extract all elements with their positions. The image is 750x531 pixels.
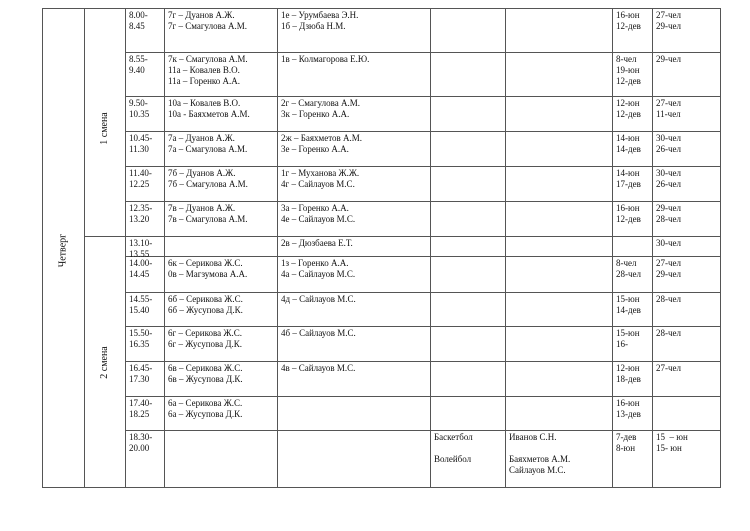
students-cell [616, 203, 641, 225]
students-cell [616, 363, 641, 385]
totals-cell [656, 54, 681, 65]
cell-line: 15 – юн [656, 432, 688, 442]
cell-line: 10а - Баяхметов А.М. [168, 109, 250, 119]
time-cell [129, 398, 152, 420]
cell-line: 20.00 [129, 443, 150, 453]
totals-cell [656, 98, 681, 120]
cell-line: 10.35 [129, 109, 150, 119]
cell-line: 7г – Дуанов А.Ж. [168, 10, 235, 20]
cell-line: 4в – Сайлауов М.С. [281, 363, 356, 373]
primary-class-cell [281, 294, 356, 305]
cell-line: 2в – Дюзбаева Е.Т. [281, 238, 353, 248]
row-divider [125, 166, 720, 167]
cell-line: 7а – Дуанов А.Ж. [168, 133, 235, 143]
time-cell [129, 168, 152, 190]
row-divider [125, 131, 720, 132]
cell-line: Иванов С.Н. [509, 432, 557, 442]
cell-line: 6к – Серикова Ж.С. [168, 258, 243, 268]
cell-line: 11а – Ковалев В.О. [168, 65, 240, 75]
cell-line: 14-юн [616, 168, 640, 178]
primary-class-cell [281, 168, 359, 190]
time-cell [129, 203, 152, 225]
cell-line: 17-дев [616, 179, 641, 189]
day-label: Четверг [57, 233, 69, 267]
time-cell [129, 133, 152, 155]
cell-line: 3е – Горенко А.А. [281, 144, 349, 154]
cell-line: 29-чел [656, 269, 682, 279]
cell-line: 12-юн [616, 363, 640, 373]
cell-line: 7в – Смагулова А.М. [168, 214, 248, 224]
row-divider [125, 430, 720, 431]
column-divider [42, 8, 43, 488]
cell-line: 14.00- [129, 258, 153, 268]
cell-line: 18.25 [129, 409, 150, 419]
cell-line [509, 443, 570, 454]
cell-line: 4д – Сайлауов М.С. [281, 294, 356, 304]
column-divider [277, 8, 278, 488]
cell-line: 4б – Сайлауов М.С. [281, 328, 356, 338]
cell-line: 6г – Серикова Ж.С. [168, 328, 242, 338]
cell-line: 1з – Горенко А.А. [281, 258, 349, 268]
table-border-top [42, 8, 720, 9]
cell-line: 13.10- [129, 238, 153, 248]
cell-line: 14.55- [129, 294, 153, 304]
column-divider [430, 8, 431, 488]
cell-line: 27-чел [656, 10, 682, 20]
totals-cell [656, 294, 681, 305]
class-teacher-cell [168, 294, 243, 316]
students-cell [616, 294, 641, 316]
primary-class-cell [281, 238, 353, 249]
cell-line: 4г – Сайлауов М.С. [281, 179, 355, 189]
time-cell [129, 432, 152, 454]
primary-class-cell [281, 98, 360, 120]
time-cell [129, 98, 149, 120]
cell-line: 14.45 [129, 269, 150, 279]
cell-line [434, 443, 473, 454]
cell-line: 30-чел [656, 168, 682, 178]
column-divider [125, 8, 126, 488]
cell-line: 12.25 [129, 179, 150, 189]
cell-line: 8-чел [616, 258, 637, 268]
time-cell [129, 10, 148, 32]
column-divider [652, 8, 653, 488]
totals-cell [656, 203, 681, 225]
cell-line: 19-юн [616, 65, 640, 75]
cell-line: 7б – Смагулова А.М. [168, 179, 248, 189]
cell-line: 4е – Сайлауов М.С. [281, 214, 356, 224]
cell-line: 8-чел [616, 54, 637, 64]
students-cell [616, 168, 641, 190]
class-teacher-cell [168, 258, 247, 280]
cell-line: 12-дев [616, 109, 641, 119]
cell-line: 6в – Жусупова Д.К. [168, 374, 243, 384]
cell-line: 26-чел [656, 179, 682, 189]
cell-line: 12-юн [616, 98, 640, 108]
cell-line: 14-юн [616, 133, 640, 143]
cell-line: Баяхметов А.М. [509, 454, 571, 464]
totals-cell [656, 168, 681, 190]
cell-line: 2ж – Баяхметов А.М. [281, 133, 363, 143]
students-cell [616, 54, 641, 87]
class-teacher-cell [168, 10, 247, 32]
class-teacher-cell [168, 398, 242, 420]
cell-line: 17.40- [129, 398, 153, 408]
column-divider [720, 8, 721, 488]
cell-line: 16.35 [129, 339, 150, 349]
cell-line: 6в – Серикова Ж.С. [168, 363, 243, 373]
cell-line: 11.40- [129, 168, 152, 178]
primary-class-cell [281, 203, 355, 225]
students-cell [616, 328, 640, 350]
cell-line: 13.20 [129, 214, 150, 224]
students-cell [616, 10, 641, 32]
time-cell [129, 328, 152, 350]
cell-line: 1е – Урумбаева Э.Н. [281, 10, 359, 20]
row-divider [125, 396, 720, 397]
cell-line: 11.30 [129, 144, 149, 154]
cell-line: 6б – Жусупова Д.К. [168, 305, 243, 315]
cell-line: 12-дев [616, 214, 641, 224]
cell-line: 17.30 [129, 374, 150, 384]
shift-divider [84, 236, 720, 237]
cell-line: 13.55 [129, 249, 150, 259]
row-divider [125, 201, 720, 202]
cell-line: 28-чел [656, 328, 682, 338]
column-divider [505, 8, 506, 488]
totals-cell [656, 258, 681, 280]
class-teacher-cell [168, 363, 243, 385]
cell-line: 6б – Серикова Ж.С. [168, 294, 243, 304]
cell-line: 1в – Колмагорова Е.Ю. [281, 54, 370, 64]
cell-line: 1б – Дзюба Н.М. [281, 21, 346, 31]
class-teacher-cell [168, 203, 248, 225]
class-teacher-cell [168, 54, 248, 87]
column-divider [84, 8, 85, 488]
cell-line: 2г – Смагулова А.М. [281, 98, 360, 108]
cell-line: 15.40 [129, 305, 150, 315]
totals-cell [656, 363, 681, 374]
cell-line: 12-дев [616, 21, 641, 31]
primary-class-cell [281, 10, 358, 32]
cell-line: 10.45- [129, 133, 153, 143]
time-cell [129, 294, 152, 316]
time-cell [129, 363, 152, 385]
primary-class-cell [281, 363, 355, 374]
activity-cell [434, 432, 473, 465]
cell-line: 29-чел [656, 203, 682, 213]
coach-cell [509, 432, 570, 476]
cell-line: Сайлауов М.С. [509, 465, 566, 475]
cell-line: 3а – Горенко А.А. [281, 203, 349, 213]
cell-line: 0в – Магзумова А.А. [168, 269, 248, 279]
cell-line: 4а – Сайлауов М.С. [281, 269, 356, 279]
cell-line: 10а – Ковалев В.О. [168, 98, 241, 108]
row-divider [125, 52, 720, 53]
cell-line: 9.50- [129, 98, 148, 108]
cell-line: 12.35- [129, 203, 153, 213]
cell-line: 29-чел [656, 54, 682, 64]
cell-line: 28-чел [656, 214, 682, 224]
row-divider [125, 292, 720, 293]
totals-cell [656, 133, 681, 155]
cell-line: 7в – Дуанов А.Ж. [168, 203, 236, 213]
class-teacher-cell [168, 133, 247, 155]
cell-line: 3к – Горенко А.А. [281, 109, 350, 119]
cell-line: 30-чел [656, 133, 682, 143]
primary-class-cell [281, 328, 356, 339]
primary-class-cell [281, 133, 362, 155]
cell-line: 30-чел [656, 238, 682, 248]
cell-line: 13-дев [616, 409, 641, 419]
cell-line: 6г – Жусупова Д.К. [168, 339, 243, 349]
cell-line: 16-юн [616, 398, 640, 408]
class-teacher-cell [168, 168, 248, 190]
time-cell [129, 258, 152, 280]
cell-line: 16.45- [129, 363, 153, 373]
totals-cell [656, 10, 681, 32]
cell-line: Баскетбол [434, 432, 473, 442]
cell-line: Волейбол [434, 454, 472, 464]
cell-line: 7а – Смагулова А.М. [168, 144, 248, 154]
cell-line: 8-юн [616, 443, 636, 453]
cell-line: 28-чел [656, 294, 682, 304]
primary-class-cell [281, 258, 355, 280]
students-cell [616, 133, 641, 155]
totals-cell [656, 432, 688, 454]
cell-line: 27-чел [656, 258, 682, 268]
cell-line: 28-чел [616, 269, 642, 279]
cell-line: 27-чел [656, 98, 682, 108]
cell-line: 26-чел [656, 144, 682, 154]
cell-line: 15- юн [656, 443, 682, 453]
totals-cell [656, 328, 681, 339]
time-cell [129, 238, 152, 260]
cell-line: 7-дев [616, 432, 637, 442]
cell-line: 7б – Дуанов А.Ж. [168, 168, 236, 178]
cell-line: 9.40 [129, 65, 145, 75]
students-cell [616, 398, 641, 420]
cell-line: 15-юн [616, 294, 640, 304]
time-cell [129, 54, 148, 76]
cell-line: 8.55- [129, 54, 148, 64]
cell-line: 6а – Жусупова Д.К. [168, 409, 243, 419]
row-divider [125, 361, 720, 362]
cell-line: 12-дев [616, 76, 641, 86]
cell-line: 14-дев [616, 305, 641, 315]
cell-line: 27-чел [656, 363, 682, 373]
row-divider [125, 326, 720, 327]
cell-line: 14-дев [616, 144, 641, 154]
cell-line: 18.30- [129, 432, 153, 442]
shift-1-label: 1 смена [98, 111, 110, 145]
row-divider [125, 96, 720, 97]
cell-line: 16- [616, 339, 628, 349]
cell-line: 11а – Горенко А.А. [168, 76, 241, 86]
cell-line: 29-чел [656, 21, 682, 31]
cell-line: 15.50- [129, 328, 153, 338]
cell-line: 16-юн [616, 203, 640, 213]
cell-line: 18-дев [616, 374, 641, 384]
column-divider [612, 8, 613, 488]
students-cell [616, 258, 641, 280]
students-cell [616, 432, 636, 454]
cell-line: 8.45 [129, 21, 145, 31]
cell-line: 7г – Смагулова А.М. [168, 21, 247, 31]
cell-line: 16-юн [616, 10, 640, 20]
row-divider [125, 256, 720, 257]
class-teacher-cell [168, 98, 250, 120]
cell-line: 15-юн [616, 328, 640, 338]
totals-cell [656, 238, 681, 249]
table-border-bottom [42, 487, 720, 488]
students-cell [616, 98, 641, 120]
cell-line: 7к – Смагулова А.М. [168, 54, 248, 64]
shift-2-label: 2 смена [98, 345, 110, 379]
cell-line: 8.00- [129, 10, 148, 20]
cell-line: 1г – Муханова Ж.Ж. [281, 168, 360, 178]
cell-line: 6а – Серикова Ж.С. [168, 398, 243, 408]
primary-class-cell [281, 54, 369, 65]
column-divider [164, 8, 165, 488]
class-teacher-cell [168, 328, 242, 350]
cell-line: 11-чел [656, 109, 681, 119]
